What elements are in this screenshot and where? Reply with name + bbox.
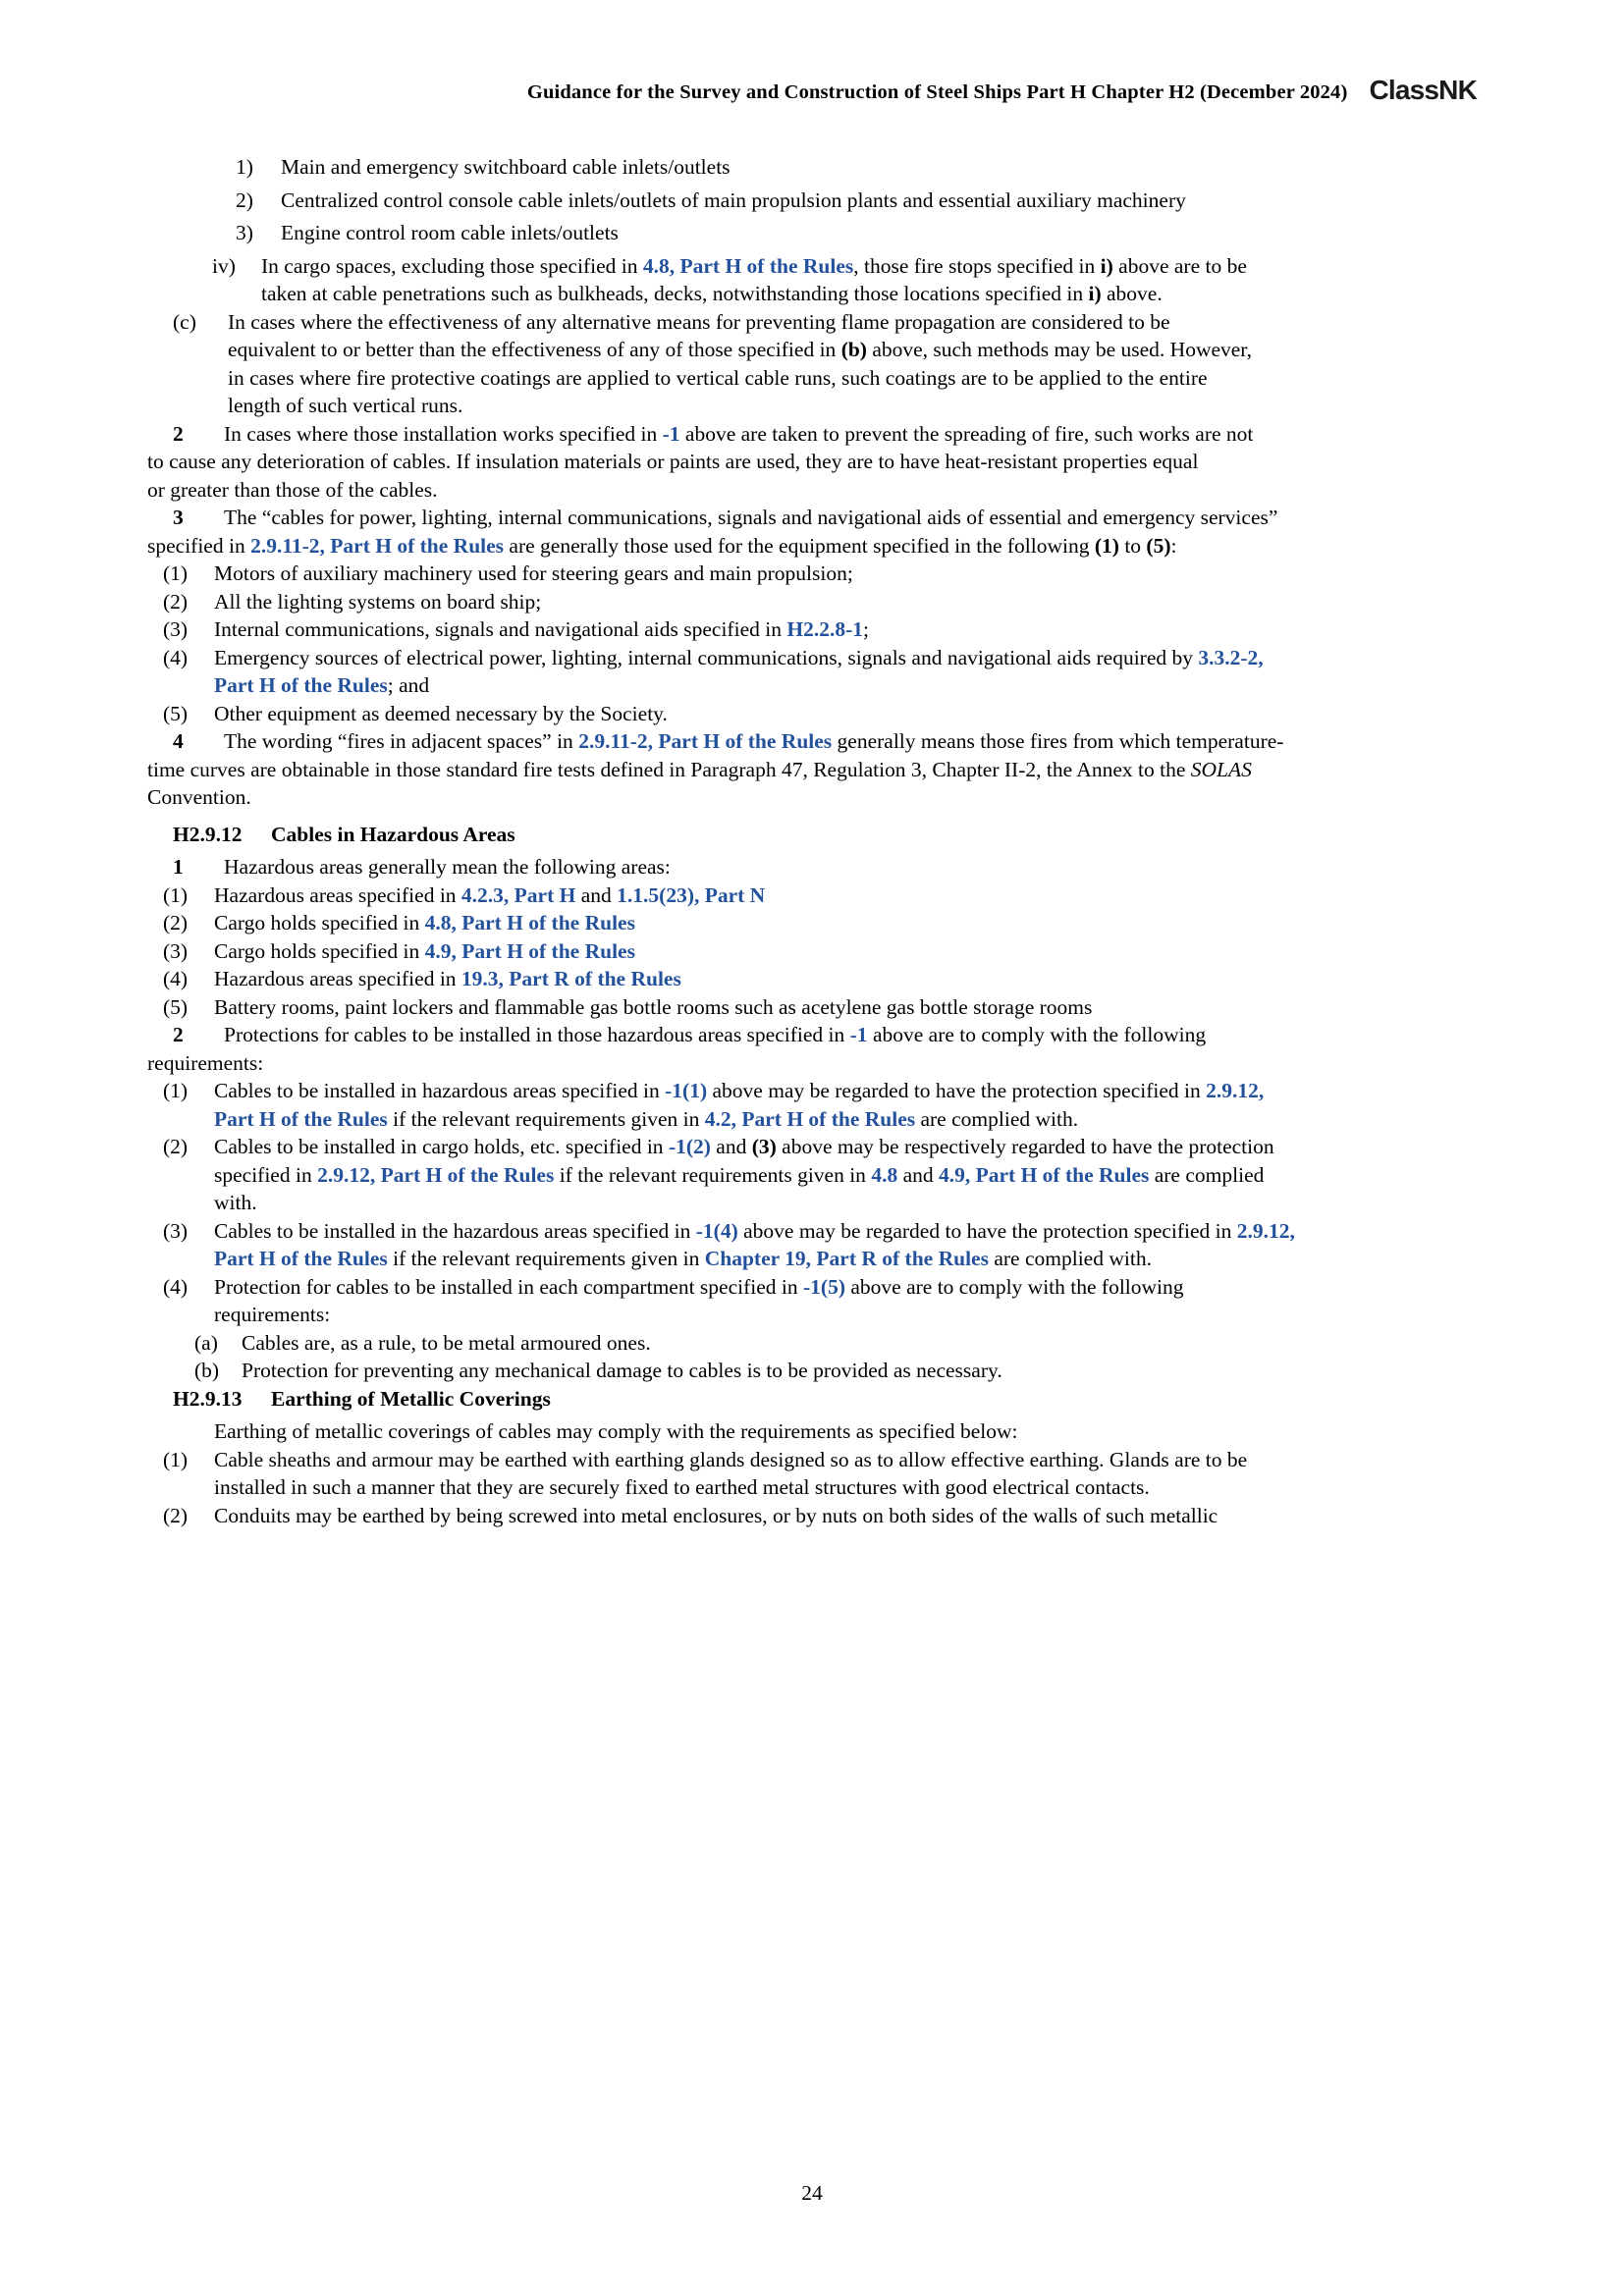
- list-item-paren: [163, 913, 1477, 934]
- paragraph-number: 4: [173, 729, 184, 753]
- numbered-paragraph: [173, 507, 1477, 529]
- paragraph-line: [147, 757, 1477, 781]
- rule-reference[interactable]: 2.9.12,: [1236, 1218, 1295, 1243]
- rule-reference[interactable]: 4.9, Part H of the Rules: [424, 938, 635, 963]
- continuation-line: [163, 1249, 1477, 1270]
- rule-reference[interactable]: -1(4): [695, 1218, 738, 1243]
- italic-run: SOLAS: [1190, 757, 1252, 781]
- list-marker: (4): [163, 1274, 189, 1299]
- paragraph-text: Hazardous areas generally mean the following areas:: [224, 855, 671, 879]
- text-run: Cables to be installed in hazardous areas specified in: [214, 1079, 666, 1102]
- list-text: [214, 619, 1477, 641]
- continuation-line: [173, 365, 1477, 390]
- list-marker: (1): [163, 882, 189, 907]
- list-marker: (2): [163, 589, 189, 614]
- paragraph-line: requirements:: [147, 1050, 264, 1075]
- list-item: [236, 187, 1477, 212]
- list-text: Protection for preventing any mechanical damage to cables is to be provided as necessary.: [242, 1359, 1002, 1382]
- list-text: [214, 1081, 1477, 1102]
- list-item-paren: [163, 882, 1477, 907]
- text-run: above, such methods may be used. However,: [866, 338, 1252, 361]
- text-run: :: [1170, 533, 1177, 558]
- paragraph-text: Earthing of metallic coverings of cables may comply with the requirements as specified below:: [214, 1419, 1018, 1443]
- text-run: In cargo spaces, excluding those specified in: [261, 253, 643, 278]
- rule-reference[interactable]: -1: [662, 421, 680, 446]
- paragraph-line: or greater than those of the cables.: [147, 477, 438, 502]
- list-marker: (3): [163, 1218, 189, 1243]
- paragraph-text: [224, 421, 1477, 446]
- paragraph-text: The “cables for power, lighting, internal communications, signals and navigational aids of essential and emergency services”: [224, 506, 1278, 529]
- text-run: Protection for cables to be installed in each compartment specified in: [214, 1274, 804, 1299]
- text-run: Hazardous areas specified in: [214, 882, 461, 907]
- list-text: [214, 882, 1477, 907]
- list-text: All the lighting systems on board ship;: [214, 589, 542, 614]
- list-marker: 2): [236, 187, 253, 212]
- text-run: are complied with.: [915, 1106, 1079, 1131]
- list-marker: (3): [163, 617, 189, 641]
- list-text: Main and emergency switchboard cable inlets/outlets: [281, 155, 731, 179]
- rule-reference[interactable]: 2.9.12,: [1206, 1079, 1265, 1102]
- list-item: [236, 157, 1477, 179]
- list-item-paren: [163, 619, 1477, 641]
- text-run: time curves are obtainable in those standard fire tests defined in Paragraph 47, Regulation 3, Chapter II-2, the Annex to the: [147, 757, 1191, 781]
- list-text: [228, 340, 1477, 361]
- list-marker: (5): [163, 701, 189, 725]
- list-item-paren: [163, 1137, 1477, 1158]
- list-marker: (4): [163, 645, 189, 669]
- list-text: [214, 969, 1477, 990]
- rule-reference[interactable]: Part H of the Rules: [214, 673, 388, 697]
- list-marker: (2): [163, 911, 189, 934]
- paragraph-number: 3: [173, 506, 184, 529]
- text-run: taken at cable penetrations such as bulkheads, decks, notwithstanding those locations specified in: [261, 282, 1089, 305]
- text-run: specified in: [214, 1162, 318, 1187]
- list-marker: 1): [236, 155, 253, 179]
- rule-reference[interactable]: 2.9.11-2, Part H of the Rules: [578, 729, 833, 753]
- bold-run: (b): [840, 338, 867, 361]
- text-run: The wording “fires in adjacent spaces” in: [224, 729, 579, 753]
- list-text: [214, 1162, 1477, 1187]
- intro-paragraph: [163, 1421, 1477, 1443]
- rule-reference[interactable]: 19.3, Part R of the Rules: [460, 967, 681, 990]
- rule-reference[interactable]: 4.2.3, Part H: [460, 882, 576, 907]
- list-marker: (1): [163, 1079, 189, 1102]
- list-text: requirements:: [214, 1303, 331, 1326]
- text-run: above.: [1101, 282, 1163, 305]
- bold-run: (3): [751, 1135, 777, 1158]
- numbered-paragraph: [173, 731, 1477, 753]
- section-number: H2.9.13: [173, 1386, 243, 1411]
- list-marker: (1): [163, 1447, 189, 1471]
- section-title: Cables in Hazardous Areas: [271, 822, 515, 846]
- text-run: Internal communications, signals and navigational aids specified in: [214, 617, 787, 641]
- list-item: [236, 223, 1477, 244]
- rule-reference[interactable]: H2.2.8-1: [786, 617, 863, 641]
- page-header: [147, 71, 1477, 104]
- numbered-paragraph: [173, 1025, 1477, 1046]
- text-run: equivalent to or better than the effectiveness of any of those specified in: [228, 338, 841, 361]
- text-run: above may be regarded to have the protection specified in: [707, 1079, 1207, 1102]
- text-run: ;: [862, 617, 869, 641]
- section-title: Earthing of Metallic Coverings: [271, 1386, 551, 1411]
- paragraph-text: [224, 731, 1477, 753]
- rule-reference[interactable]: -1(5): [803, 1274, 845, 1299]
- continuation-line: [163, 1106, 1477, 1131]
- list-item-paren: [163, 701, 1477, 725]
- list-item-paren: [163, 1447, 1477, 1471]
- list-text: [214, 1218, 1477, 1243]
- text-run: above may be respectively regarded to have the protection: [776, 1135, 1274, 1158]
- list-item-paren: [163, 1274, 1477, 1299]
- list-item-alpha: [173, 309, 1477, 334]
- list-marker: (2): [163, 1503, 189, 1527]
- bold-run: (1): [1094, 533, 1119, 558]
- list-item-sub: [194, 1361, 1477, 1382]
- list-marker: (4): [163, 967, 189, 990]
- text-run: above are to be: [1112, 253, 1247, 278]
- list-text: Centralized control console cable inlets/outlets of main propulsion plants and essential auxiliary machinery: [281, 187, 1186, 212]
- rule-reference[interactable]: 2.9.11-2, Part H of the Rules: [250, 533, 505, 558]
- text-run: if the relevant requirements given in: [554, 1162, 872, 1187]
- page-content: [147, 157, 1477, 1526]
- paragraph-line: [147, 533, 1477, 558]
- text-run: and: [897, 1162, 939, 1187]
- rule-reference[interactable]: 4.9, Part H of the Rules: [938, 1162, 1150, 1187]
- text-run: are complied with.: [988, 1247, 1152, 1270]
- list-marker: iv): [212, 253, 236, 278]
- rule-reference[interactable]: 4.8: [871, 1162, 898, 1187]
- classnk-logo: ClassNK: [1369, 75, 1477, 105]
- text-run: Cables to be installed in the hazardous areas specified in: [214, 1218, 696, 1243]
- list-item-paren: [163, 589, 1477, 614]
- list-text: length of such vertical runs.: [228, 394, 463, 417]
- text-run: Cables to be installed in cargo holds, etc. specified in: [214, 1135, 669, 1158]
- continuation-line: [163, 675, 1477, 697]
- list-text: [214, 1249, 1477, 1270]
- text-run: to: [1118, 533, 1147, 558]
- rule-reference[interactable]: 4.8, Part H of the Rules: [642, 253, 854, 278]
- continuation-line: [163, 1477, 1477, 1499]
- paragraph-number: 2: [173, 1023, 184, 1046]
- list-marker: (5): [163, 994, 189, 1019]
- paragraph-number: 1: [173, 855, 184, 879]
- list-marker: (c): [173, 309, 196, 334]
- list-text: [214, 645, 1477, 669]
- continuation-line: [173, 396, 1477, 417]
- continuation-line: [163, 1162, 1477, 1187]
- paragraph-text: [224, 1025, 1477, 1046]
- list-item-paren: [163, 1081, 1477, 1102]
- list-text: [214, 913, 1477, 934]
- text-run: Protections for cables to be installed in those hazardous areas specified in: [224, 1023, 850, 1046]
- continuation-line: [212, 284, 1477, 305]
- list-item-sub: [194, 1330, 1477, 1355]
- rule-reference[interactable]: 3.3.2-2,: [1198, 645, 1264, 669]
- text-run: and: [710, 1135, 752, 1158]
- list-item-paren: [163, 563, 1477, 585]
- rule-reference[interactable]: 1.1.5(23), Part N: [617, 882, 766, 907]
- list-text: Conduits may be earthed by being screwed into metal enclosures, or by nuts on both sides of the walls of such metallic: [214, 1503, 1218, 1527]
- paragraph-line: Convention.: [147, 785, 251, 809]
- text-run: specified in: [147, 533, 251, 558]
- bold-run: (5): [1146, 533, 1171, 558]
- list-text: [214, 1106, 1477, 1131]
- text-run: In cases where those installation works specified in: [224, 421, 663, 446]
- text-run: , those fire stops specified in: [853, 253, 1101, 278]
- text-run: are generally those used for the equipment specified in the following: [504, 533, 1095, 558]
- text-run: Cargo holds specified in: [214, 938, 425, 963]
- rule-reference[interactable]: 4.2, Part H of the Rules: [704, 1106, 916, 1131]
- list-marker: (2): [163, 1135, 189, 1158]
- text-run: ; and: [387, 673, 430, 697]
- list-text: [214, 938, 1477, 963]
- text-run: Hazardous areas specified in: [214, 967, 461, 990]
- continuation-line: [163, 1305, 1477, 1326]
- list-text: [214, 675, 1477, 697]
- list-text: in cases where fire protective coatings are applied to vertical cable runs, such coatings are to be applied to the entire: [228, 365, 1208, 390]
- list-marker: (3): [163, 938, 189, 963]
- rule-reference[interactable]: -1: [849, 1023, 868, 1046]
- rule-reference[interactable]: 2.9.12, Part H of the Rules: [317, 1162, 555, 1187]
- list-text: Engine control room cable inlets/outlets: [281, 221, 619, 244]
- text-run: if the relevant requirements given in: [387, 1106, 705, 1131]
- list-text: [214, 1137, 1477, 1158]
- continuation-line: [163, 1193, 1477, 1214]
- list-marker: 3): [236, 221, 253, 244]
- rule-reference[interactable]: 4.8, Part H of the Rules: [424, 911, 635, 934]
- continuation-line: [173, 340, 1477, 361]
- list-marker: (b): [194, 1359, 220, 1382]
- list-text: [261, 253, 1477, 278]
- list-item-paren: [163, 969, 1477, 990]
- paragraph-line: to cause any deterioration of cables. If insulation materials or paints are used, they are to have heat-resistant properties equal: [147, 450, 1199, 473]
- section-number: H2.9.12: [173, 822, 243, 846]
- list-item-paren: [163, 994, 1477, 1019]
- header-title: Guidance for the Survey and Construction of Steel Ships Part H Chapter H2 (December 2024): [526, 80, 1348, 103]
- list-item-roman: [212, 253, 1477, 278]
- list-text: Cable sheaths and armour may be earthed with earthing glands designed so as to allow effective earthing. Glands are to be: [214, 1447, 1248, 1471]
- list-text: Cables are, as a rule, to be metal armoured ones.: [242, 1330, 651, 1355]
- page-number: 24: [801, 2181, 823, 2205]
- text-run: Emergency sources of electrical power, lighting, internal communications, signals and navigational aids required by: [214, 645, 1199, 669]
- text-run: above are taken to prevent the spreading of fire, such works are not: [679, 421, 1254, 446]
- list-text: [261, 284, 1477, 305]
- section-heading-h2912: [173, 822, 1477, 846]
- list-marker: (a): [194, 1330, 218, 1355]
- list-text: installed in such a manner that they are securely fixed to earthed metal structures with good electrical contacts.: [214, 1475, 1150, 1499]
- text-run: Cargo holds specified in: [214, 911, 425, 934]
- bold-run: i): [1100, 253, 1113, 278]
- text-run: generally means those fires from which temperature-: [832, 729, 1284, 753]
- rule-reference[interactable]: Part H of the Rules: [214, 1106, 388, 1131]
- list-marker: (1): [163, 561, 189, 585]
- section-heading-h2913: [173, 1386, 1477, 1411]
- bold-run: i): [1088, 282, 1102, 305]
- text-run: and: [575, 882, 618, 907]
- text-run: above may be regarded to have the protection specified in: [737, 1218, 1237, 1243]
- numbered-paragraph: [173, 857, 1477, 879]
- list-text: Battery rooms, paint lockers and flammable gas bottle rooms such as acetylene gas bottle storage rooms: [214, 994, 1093, 1019]
- text-run: if the relevant requirements given in: [387, 1247, 705, 1270]
- text-run: above are to comply with the following: [845, 1274, 1184, 1299]
- list-text: [214, 1274, 1477, 1299]
- list-text: Other equipment as deemed necessary by the Society.: [214, 701, 668, 725]
- text-run: above are to comply with the following: [867, 1023, 1207, 1046]
- list-text: In cases where the effectiveness of any alternative means for preventing flame propagation are considered to be: [228, 309, 1170, 334]
- text-run: are complied: [1149, 1162, 1265, 1187]
- rule-reference[interactable]: -1(2): [668, 1135, 711, 1158]
- list-item-paren: [163, 1503, 1477, 1527]
- list-item-paren: [163, 938, 1477, 963]
- paragraph-number: 2: [173, 421, 184, 446]
- rule-reference[interactable]: -1(1): [665, 1079, 708, 1102]
- rule-reference[interactable]: Chapter 19, Part R of the Rules: [704, 1247, 989, 1270]
- list-text: Motors of auxiliary machinery used for steering gears and main propulsion;: [214, 561, 853, 585]
- list-text: with.: [214, 1191, 257, 1214]
- list-item-paren: [163, 645, 1477, 669]
- list-item-paren: [163, 1218, 1477, 1243]
- rule-reference[interactable]: Part H of the Rules: [214, 1247, 388, 1270]
- numbered-paragraph: [173, 421, 1477, 446]
